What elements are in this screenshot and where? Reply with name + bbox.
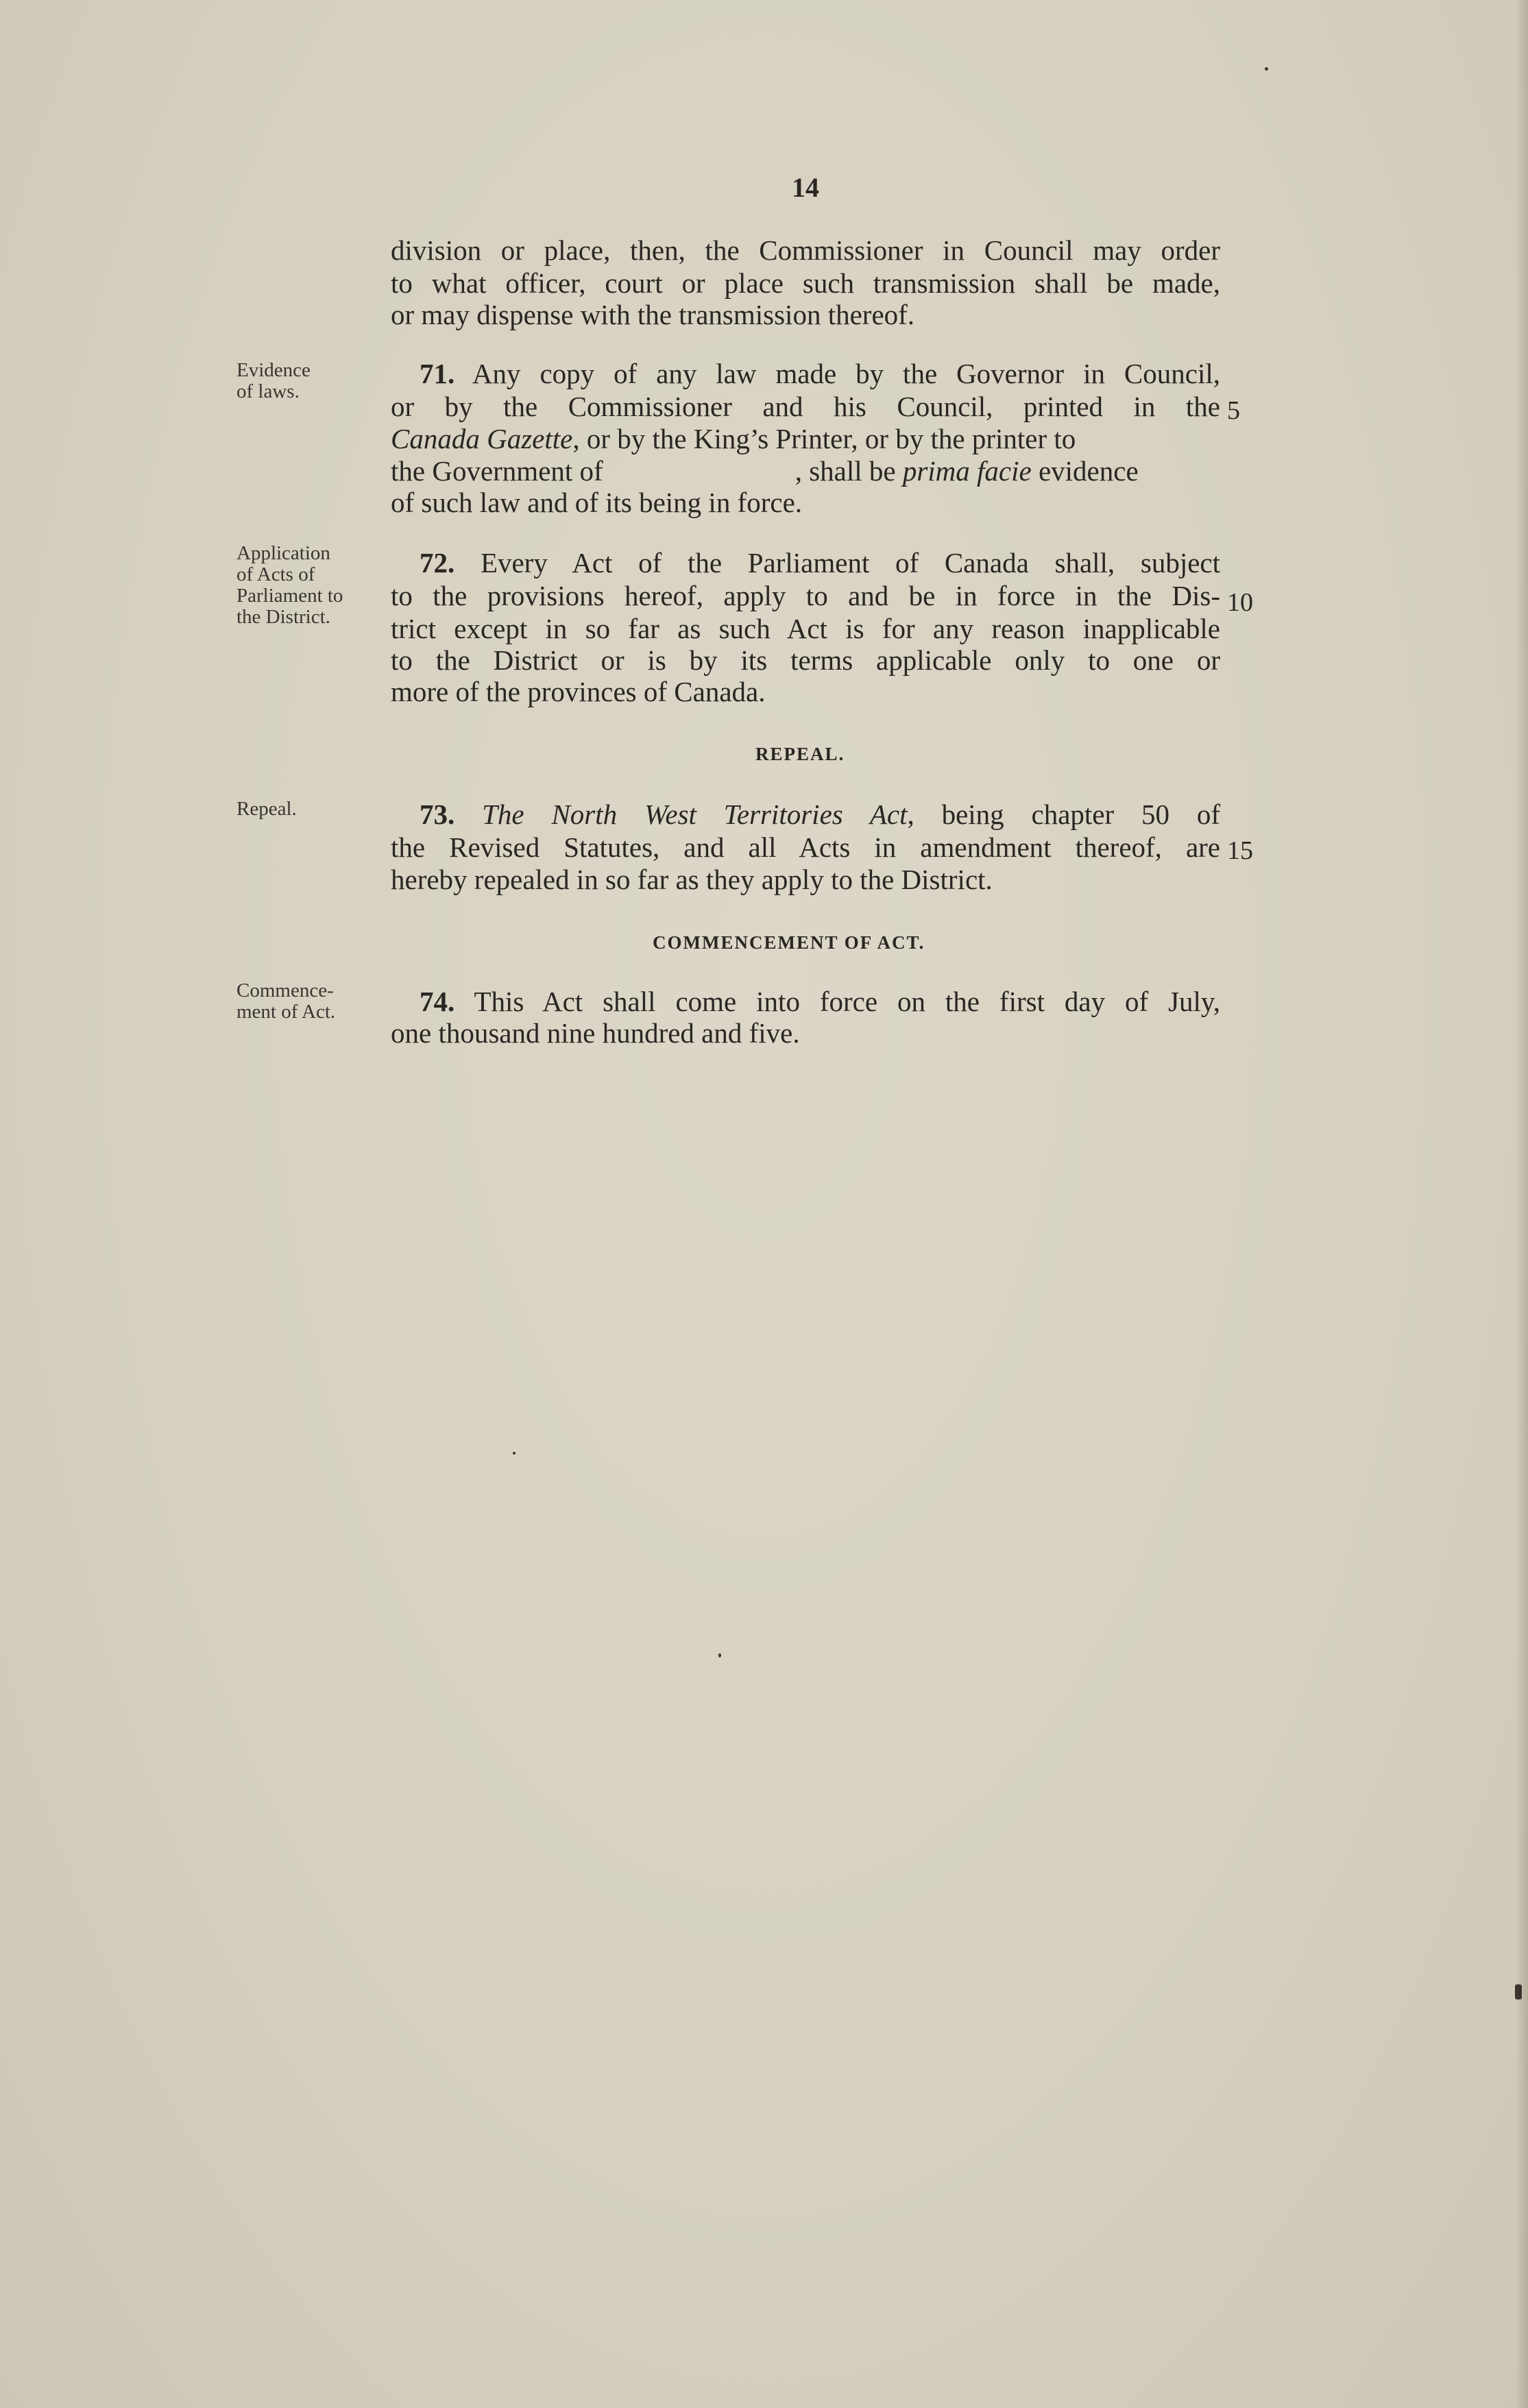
section-71-line-1 <box>420 358 1220 389</box>
body-line: hereby repealed in so far as they apply to the District. <box>391 864 993 895</box>
italic-title: Canada Gazette <box>391 423 573 454</box>
margin-note-line: Application <box>237 542 330 564</box>
section-number: 71. <box>420 358 455 389</box>
section-71-line-3 <box>391 423 1220 454</box>
body-line: to the provisions hereof, apply to and be in force in the Dis- <box>391 580 1220 611</box>
body-text: Every Act of the Parliament of Canada shall, subject <box>480 547 1220 579</box>
section-72-line-1 <box>420 547 1220 579</box>
margin-note-line: the District. <box>237 606 330 628</box>
body-line: to the District or is by its terms applicable only to one or <box>391 644 1220 676</box>
body-line: division or place, then, the Commissioner in Council may order <box>391 234 1220 266</box>
body-text: , being chapter 50 of <box>907 799 1221 830</box>
line-number: 5 <box>1227 396 1240 425</box>
paper-speck <box>1515 1984 1522 1999</box>
body-text: , shall be <box>795 455 896 487</box>
section-number: 73. <box>420 799 455 830</box>
body-line: more of the provinces of Canada. <box>391 676 766 707</box>
section-number: 74. <box>420 986 455 1017</box>
body-text: the Government of <box>391 455 603 487</box>
margin-note-application <box>237 543 343 628</box>
paper-speck <box>513 1452 516 1455</box>
margin-note-line: Repeal. <box>237 798 297 820</box>
body-text: This Act shall come into force on the first day of July, <box>474 986 1221 1017</box>
paper-speck <box>718 1653 721 1657</box>
margin-note-repeal <box>237 799 297 820</box>
margin-note-line: Evidence <box>237 359 311 381</box>
heading-repeal: REPEAL. <box>755 744 845 764</box>
margin-note-evidence <box>237 360 311 402</box>
italic-title: The North West Territories Act <box>482 799 908 830</box>
body-text: , or by the King’s Printer, or by the printer to <box>572 423 1076 454</box>
heading-commencement: COMMENCEMENT OF ACT. <box>653 932 925 953</box>
body-text: evidence <box>1038 455 1139 487</box>
margin-note-line: of Acts of <box>237 563 315 585</box>
italic-phrase: prima facie <box>902 455 1032 487</box>
body-line: trict except in so far as such Act is for any reason inapplicable <box>391 613 1220 644</box>
line-number: 15 <box>1227 836 1253 865</box>
line-number: 10 <box>1227 588 1253 617</box>
page-number: 14 <box>792 172 819 203</box>
body-line: the Revised Statutes, and all Acts in amendment thereof, are <box>391 831 1220 863</box>
section-74-line-1 <box>420 986 1220 1017</box>
body-line: to what officer, court or place such transmission shall be made, <box>391 267 1220 299</box>
body-line: of such law and of its being in force. <box>391 487 803 518</box>
margin-note-line: Parliament to <box>237 585 343 607</box>
body-text: Any copy of any law made by the Governor in Council, <box>472 358 1220 389</box>
section-number: 72. <box>420 547 455 579</box>
margin-note-line: Commence- <box>237 980 334 1001</box>
body-line: or may dispense with the transmission thereof. <box>391 299 915 330</box>
margin-note-line: ment of Act. <box>237 1001 336 1023</box>
section-71-line-4 <box>391 455 1139 487</box>
body-line: one thousand nine hundred and five. <box>391 1017 800 1049</box>
page-edge-shadow <box>1516 0 1528 2408</box>
paper-speck <box>1265 67 1268 71</box>
margin-note-commencement <box>237 980 335 1023</box>
section-73-line-1 <box>420 799 1220 830</box>
margin-note-line: of laws. <box>237 380 300 402</box>
body-line: or by the Commissioner and his Council, printed in the <box>391 391 1220 422</box>
